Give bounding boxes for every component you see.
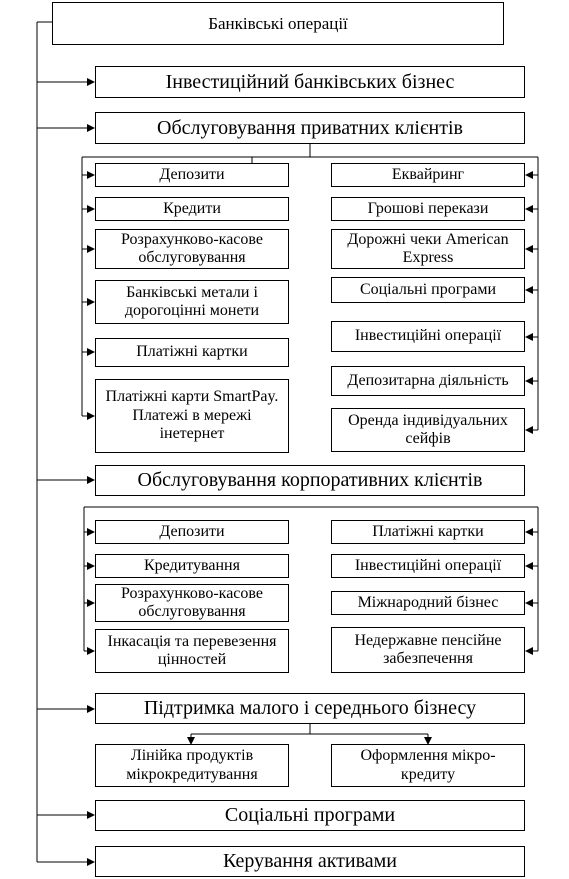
corporate-left-item: Інкасація та перевезення цінностей [95, 629, 289, 673]
private-right-item: Дорожні чеки American Express [331, 229, 525, 269]
corporate-left-item: Депозити [95, 520, 289, 544]
sme-child-item: Оформлення мікро-кредиту [331, 744, 525, 787]
private-clients-box: Обслуговування приватних клієнтів [95, 112, 525, 144]
private-right-item: Соціальні програми [331, 277, 525, 303]
private-right-item: Еквайринг [331, 163, 525, 187]
corporate-left-item: Кредитування [95, 554, 289, 578]
asset-management-box: Керування активами [95, 846, 525, 877]
social-programs-box: Соціальні програми [95, 800, 525, 831]
private-right-item: Оренда індивідуальних сейфів [331, 408, 525, 452]
private-right-item: Грошові перекази [331, 197, 525, 221]
root-box: Банківські операції [52, 2, 504, 45]
corporate-right-item: Інвестиційні операції [331, 554, 525, 578]
private-left-item: Банківські метали і дорогоцінні монети [95, 280, 289, 324]
private-left-item: Кредити [95, 197, 289, 221]
corporate-clients-box: Обслуговування корпоративних клієнтів [95, 465, 525, 496]
private-left-item: Розрахунково-касове обслуговування [95, 229, 289, 269]
investment-box: Інвестиційний банківських бізнес [95, 66, 525, 98]
corporate-right-item: Міжнародний бізнес [331, 591, 525, 615]
corporate-right-item: Платіжні картки [331, 520, 525, 544]
private-left-item: Платіжні карти SmartPay. Платежі в мережі інетернет [95, 379, 289, 453]
private-left-item: Платіжні картки [95, 338, 289, 367]
private-right-item: Інвестиційні операції [331, 321, 525, 352]
private-right-item: Депозитарна діяльність [331, 366, 525, 396]
corporate-left-item: Розрахунково-касове обслуговування [95, 584, 289, 622]
sme-child-item: Лінійка продуктів мікрокредитування [95, 744, 289, 787]
corporate-right-item: Недержавне пенсійне забезпечення [331, 627, 525, 673]
private-left-item: Депозити [95, 163, 289, 187]
sme-support-box: Підтримка малого і середнього бізнесу [95, 693, 525, 724]
